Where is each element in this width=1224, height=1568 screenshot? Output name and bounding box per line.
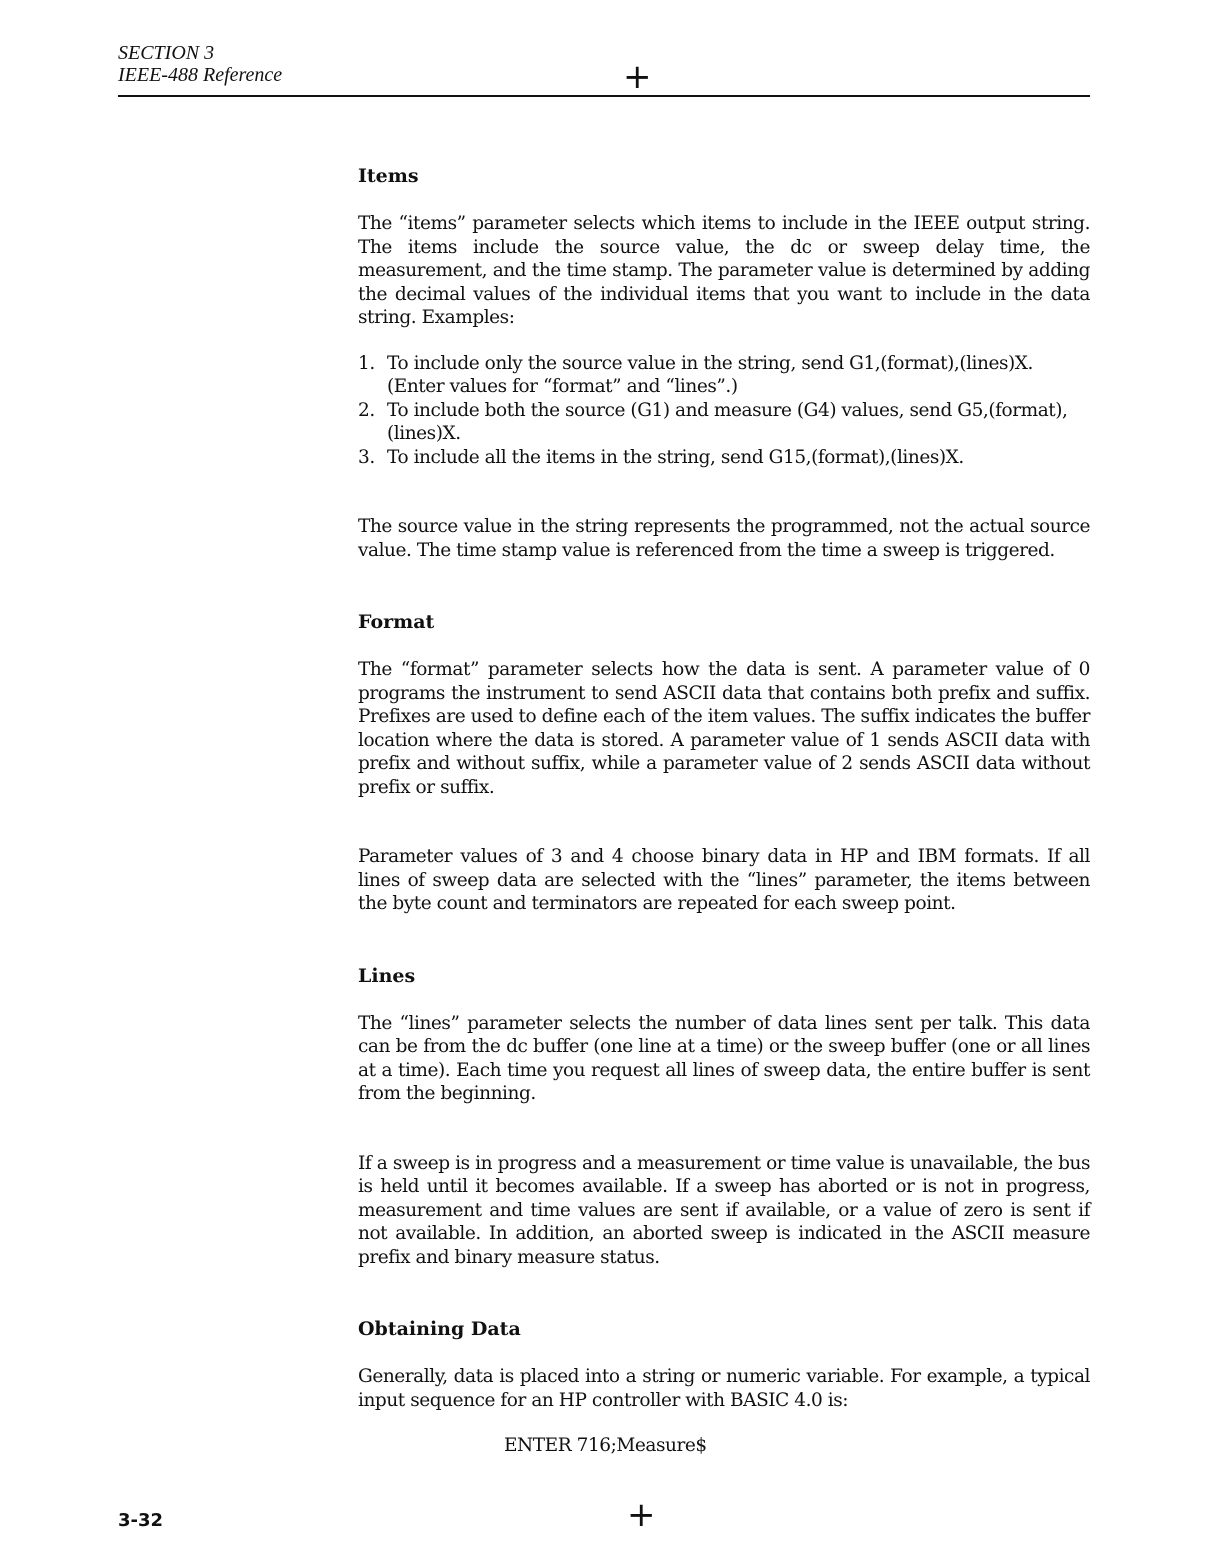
list-item-text: To include only the source value in the string, send G1,(format),(lines)X. (Enter values for “format” and “lines”.) <box>387 352 1033 397</box>
items-intro-paragraph: The “items” parameter selects which items to include in the IEEE output string. The items include the source value, the dc or sweep delay time, the measurement, and the time stamp. The parameter value is determined by adding the decimal values of the individual items that you want to include in the data string. Examples: <box>358 213 1090 328</box>
list-item-number: 1. <box>358 352 375 374</box>
registration-mark-bottom: + <box>627 1495 656 1535</box>
list-item <box>358 352 1090 399</box>
list-item-number: 3. <box>358 446 375 468</box>
format-paragraph-2: Parameter values of 3 and 4 choose binary data in HP and IBM formats. If all lines of sweep data are selected with the “lines” parameter, the items between the byte count and terminators are repeated for each sweep point. <box>358 846 1090 914</box>
items-note-paragraph: The source value in the string represents the programmed, not the actual source value. The time stamp value is referenced from the time a sweep is triggered. <box>358 516 1090 561</box>
heading-format: Format <box>358 611 435 633</box>
lines-paragraph-1: The “lines” parameter selects the number of data lines sent per talk. This data can be from the dc buffer (one line at a time) or the sweep buffer (one or all lines at a time). Each time you request all lines of sweep data, the entire buffer is sent from the beginning. <box>358 1012 1090 1104</box>
list-item-text: To include both the source (G1) and measure (G4) values, send G5,(format), (lines)X. <box>387 399 1068 444</box>
page-header <box>118 42 1090 86</box>
list-item-text: To include all the items in the string, send G15,(format),(lines)X. <box>387 446 964 468</box>
heading-obtaining-data: Obtaining Data <box>358 1318 521 1340</box>
heading-items: Items <box>358 165 419 187</box>
header-rule <box>118 95 1090 97</box>
page-content <box>358 162 1090 1458</box>
obtaining-paragraph: Generally, data is placed into a string or numeric variable. For example, a typical input sequence for an HP controller with BASIC 4.0 is: <box>358 1366 1090 1411</box>
section-title: IEEE-488 Reference <box>118 64 283 86</box>
list-item <box>358 399 1090 446</box>
examples-list <box>358 352 1090 470</box>
lines-paragraph-2: If a sweep is in progress and a measurement or time value is unavailable, the bus is held until it becomes available. If a sweep has aborted or is not in progress, measurement and time values are sent if available, or a value of zero is sent if not available. In addition, an aborted sweep is indicated in the ASCII measure prefix and binary measure status. <box>358 1152 1090 1268</box>
heading-lines: Lines <box>358 964 416 987</box>
list-item <box>358 446 1090 470</box>
section-label: SECTION 3 <box>118 42 215 64</box>
code-example: ENTER 716;Measure$ <box>504 1435 707 1456</box>
list-item-number: 2. <box>358 399 375 421</box>
page-number: 3-32 <box>118 1510 164 1531</box>
registration-mark-top: + <box>623 57 652 97</box>
format-paragraph-1: The “format” parameter selects how the data is sent. A parameter value of 0 programs the instrument to send ASCII data that contains both prefix and suffix. Prefixes are used to define each of the item values. The suffix indicates the buffer location where the data is stored. A parameter value of 1 sends ASCII data with prefix and without suffix, while a parameter value of 2 sends ASCII data without prefix or suffix. <box>358 659 1090 798</box>
